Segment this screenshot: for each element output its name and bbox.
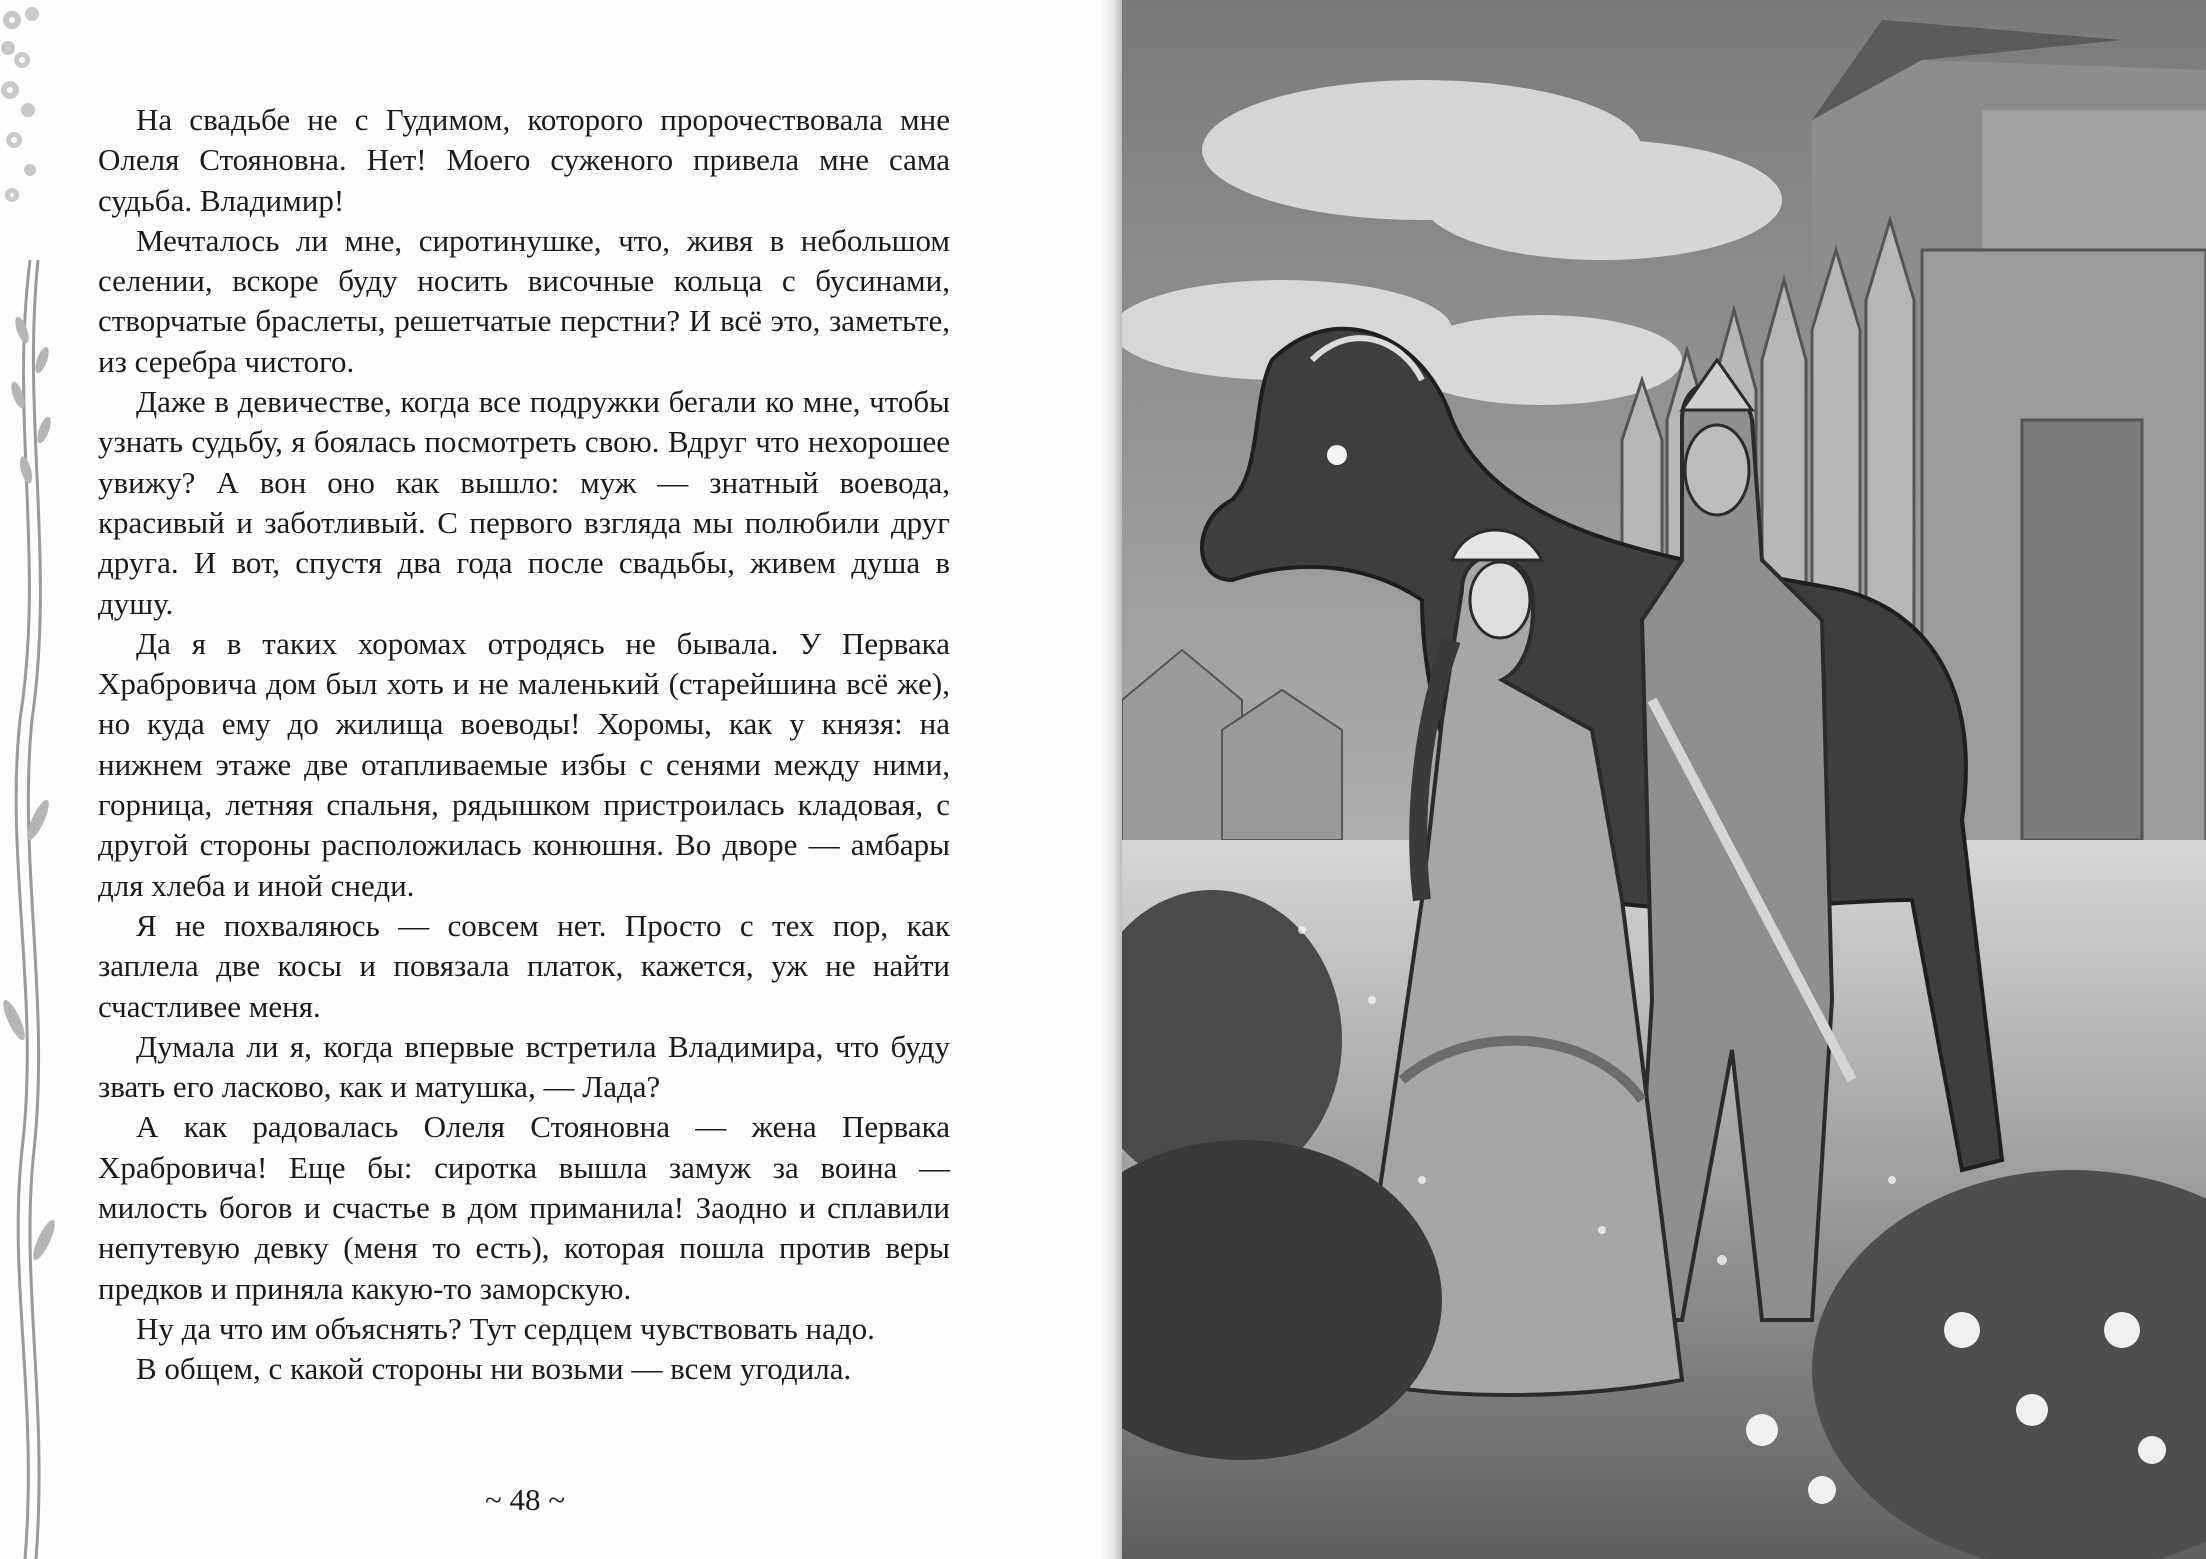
paragraph: На свадьбе не с Гудимом, которого пророчествовала мне Олеля Стояновна. Нет! Моего суженого привела мне сама судьба. Владимир!	[98, 102, 950, 218]
wheat-vine-ornament-icon	[0, 0, 80, 1559]
paragraph: Мечталось ли мне, сиротинушке, что, живя в небольшом селении, вскоре буду носить височные кольца с бусинами, створчатые браслеты, решетчатые перстни? И всё это, заметьте, из серебра чистого.	[98, 222, 950, 379]
paragraph: А как радовалась Олеля Стояновна — жена Первака Храбровича! Еще бы: сиротка вышла замуж за воина — милость богов и счастье в дом приманила! Заодно и сплавили непутевую девку (меня то есть), которая пошла против веры предков и приняла какую-то заморскую.	[98, 1109, 950, 1306]
paragraph: Ну да что им объяснять? Тут сердцем чувствовать надо.	[136, 1310, 875, 1346]
paragraph: Даже в девичестве, когда все подружки бегали ко мне, чтобы узнать судьбу, я боялась посмотреть свою. Вдруг что нехорошее увижу? А вон оно как вышло: муж — знатный воевода, красивый и заботливый. С первого взгляда мы полюбили друг друга. И вот, спустя два года после свадьбы, живем душа в душу.	[98, 384, 950, 621]
story-text	[98, 100, 950, 1390]
illustration-canvas	[1122, 0, 2206, 1559]
paragraph: Да я в таких хоромах отродясь не бывала. У Первака Храбровича дом был хоть и не маленький (старейшина всё же), но куда ему до жилища воеводы! Хоромы, как у князя: на нижнем этаже две отапливаемые избы с сенями между ними, горница, летняя спальня, рядышком пристроилась кладовая, с другой стороны расположилась конюшня. Во дворе — амбары для хлеба и иной снеди.	[98, 625, 950, 903]
paragraph: Я не похваляюсь — совсем нет. Просто с тех пор, как заплела две косы и повязала платок, кажется, уж не найти счастливее меня.	[98, 907, 950, 1024]
paragraph: В общем, с какой стороны ни возьми — всем угодила.	[136, 1351, 852, 1387]
book-gutter	[1100, 0, 1122, 1559]
paragraph: Думала ли я, когда впервые встретила Владимира, что буду звать его ласково, как и матушка, — Лада?	[98, 1028, 950, 1105]
illustration-warrior-woman-horse	[1122, 0, 2206, 1559]
page-number: ~ 48 ~	[484, 1482, 566, 1517]
